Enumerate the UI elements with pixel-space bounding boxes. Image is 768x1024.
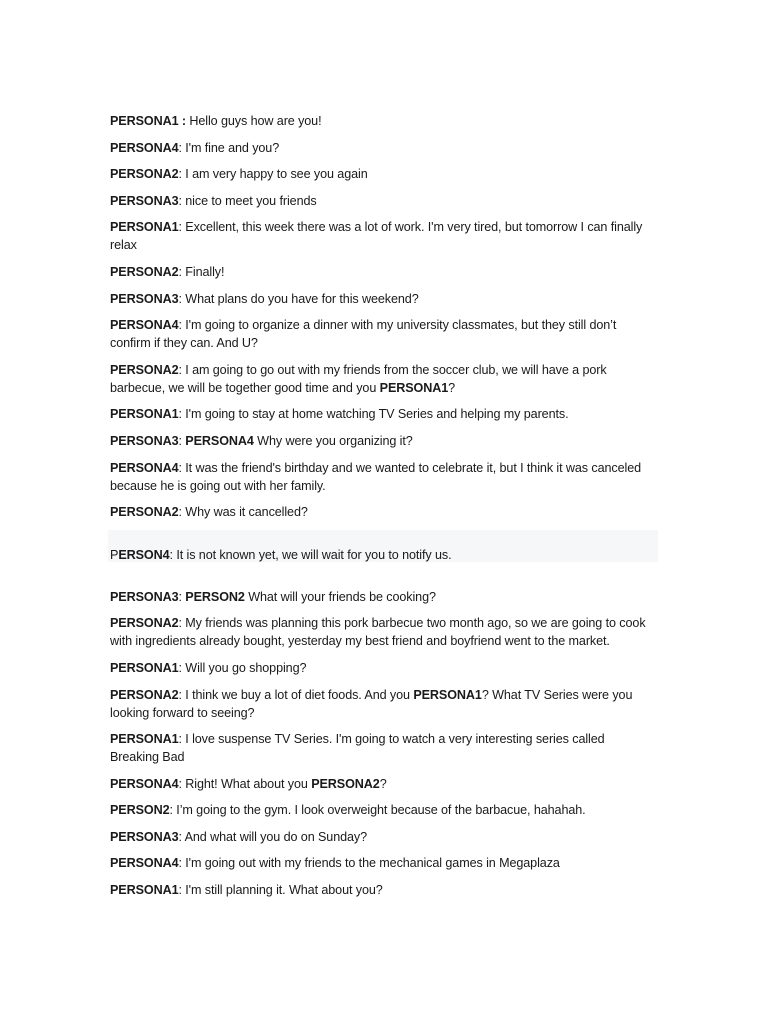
dialogue-line (110, 432, 650, 450)
dialogue-line (110, 686, 650, 722)
dialogue-line (110, 192, 650, 210)
utterance-text: : I'm going to stay at home watching TV Series and helping my parents. (178, 407, 569, 422)
utterance-text: : I love suspense TV Series. I'm going to watch a very interesting series called Breaking Bad (110, 732, 605, 765)
speaker-name: PERSONA1 (379, 380, 449, 395)
speaker-name: PERSONA2 (110, 362, 179, 377)
utterance-text: : And what will you do on Sunday? (178, 829, 368, 844)
utterance-text: ? What TV Series were you looking forward to seeing? (110, 687, 633, 720)
utterance-text: : I’m going to the gym. I look overweight because of the barbacue, hahahah. (169, 803, 586, 818)
utterance-text: : What plans do you have for this weekend? (178, 291, 419, 306)
dialogue-line (110, 112, 650, 130)
utterance-text: : (178, 589, 186, 604)
dialogue-line (110, 828, 650, 846)
speaker-name: PERSONA2 (110, 264, 179, 279)
utterance-text: : It is not known yet, we will wait for you to notify us. (169, 547, 452, 562)
utterance-text: : My friends was planning this pork barbecue two month ago, so we are going to cook with ingredients already bought, yesterday my best friend and boyfriend went to the market. (110, 616, 646, 649)
speaker-name: PERSON2 (185, 589, 245, 604)
utterance-text: : I'm fine and you? (178, 140, 280, 155)
speaker-name: PERSONA1 (110, 732, 179, 747)
utterance-text: : Right! What about you (178, 776, 312, 791)
dialogue-line (110, 614, 650, 650)
dialogue-line (110, 316, 650, 352)
speaker-name: PERSON2 (110, 803, 170, 818)
dialogue-line (110, 459, 650, 495)
dialogue-line (110, 165, 650, 183)
speaker-name: PERSONA1 (110, 660, 179, 675)
speaker-name: PERSONA3 (110, 193, 179, 208)
speaker-name: PERSONA4 (110, 140, 179, 155)
speaker-name: PERSONA2 (311, 776, 380, 791)
speaker-name: PERSONA3 (110, 433, 179, 448)
utterance-text: ? (448, 380, 456, 395)
utterance-text: : nice to meet you friends (178, 193, 317, 208)
dialogue-line (110, 659, 650, 677)
speaker-name: : (178, 114, 186, 128)
dialogue-line (110, 801, 650, 819)
utterance-text: : I am going to go out with my friends from the soccer club, we will have a pork barbecue, we will be together good time and you (110, 362, 607, 395)
dialogue-line (110, 139, 650, 157)
utterance-text: : I'm going to organize a dinner with my university classmates, but they still don’t confirm if they can. And U? (110, 318, 617, 351)
utterance-text: Why were you organizing it? (253, 433, 413, 448)
speaker-name: ERSON4 (118, 547, 170, 562)
speaker-name: PERSONA4 (110, 460, 179, 475)
utterance-text: : Excellent, this week there was a lot of work. I'm very tired, but tomorrow I can finally relax (110, 220, 643, 253)
speaker-name: PERSONA3 (110, 589, 179, 604)
dialogue-line (110, 218, 650, 254)
speaker-name: PERSONA3 (110, 829, 179, 844)
utterance-text: P (110, 547, 119, 562)
speaker-name: PERSONA1 (110, 220, 179, 235)
speaker-name: PERSONA1 (110, 407, 179, 422)
utterance-text: What will your friends be cooking? (244, 589, 436, 604)
utterance-text: : I am very happy to see you again (178, 167, 368, 182)
dialogue-transcript (110, 112, 650, 908)
utterance-text: ? (379, 776, 387, 791)
dialogue-line (108, 530, 658, 562)
dialogue-line (110, 290, 650, 308)
speaker-name: PERSONA4 (185, 433, 254, 448)
dialogue-line (110, 588, 650, 606)
speaker-name: PERSONA3 (110, 291, 179, 306)
utterance-text: : I think we buy a lot of diet foods. And you (178, 687, 414, 702)
dialogue-line (110, 775, 650, 793)
speaker-name: PERSONA2 (110, 167, 179, 182)
utterance-text: : I'm going out with my friends to the mechanical games in Megaplaza (178, 856, 560, 871)
dialogue-line (110, 405, 650, 423)
dialogue-line (110, 503, 650, 521)
utterance-text: : It was the friend's birthday and we wanted to celebrate it, but I think it was canceled because he is going out with her family. (110, 460, 642, 493)
speaker-name: PERSONA1 (110, 883, 179, 898)
speaker-name: PERSONA2 (110, 505, 179, 520)
speaker-name: PERSONA2 (110, 687, 179, 702)
speaker-name: PERSONA4 (110, 776, 179, 791)
utterance-text: : Why was it cancelled? (178, 505, 308, 520)
utterance-text: : Will you go shopping? (178, 660, 307, 675)
utterance-text: Hello guys how are you! (185, 114, 322, 128)
speaker-name: PERSONA4 (110, 318, 179, 333)
dialogue-line (110, 361, 650, 397)
dialogue-line (110, 730, 650, 766)
speaker-name: PERSONA4 (110, 856, 179, 871)
dialogue-line (110, 263, 650, 281)
utterance-text: : (178, 433, 186, 448)
utterance-text: : I'm still planning it. What about you? (178, 883, 383, 898)
utterance-text: : Finally! (178, 264, 225, 279)
dialogue-line (110, 854, 650, 872)
speaker-name: PERSONA1 (110, 114, 179, 128)
speaker-name: PERSONA2 (110, 616, 179, 631)
dialogue-line (110, 881, 650, 899)
speaker-name: PERSONA1 (413, 687, 482, 702)
